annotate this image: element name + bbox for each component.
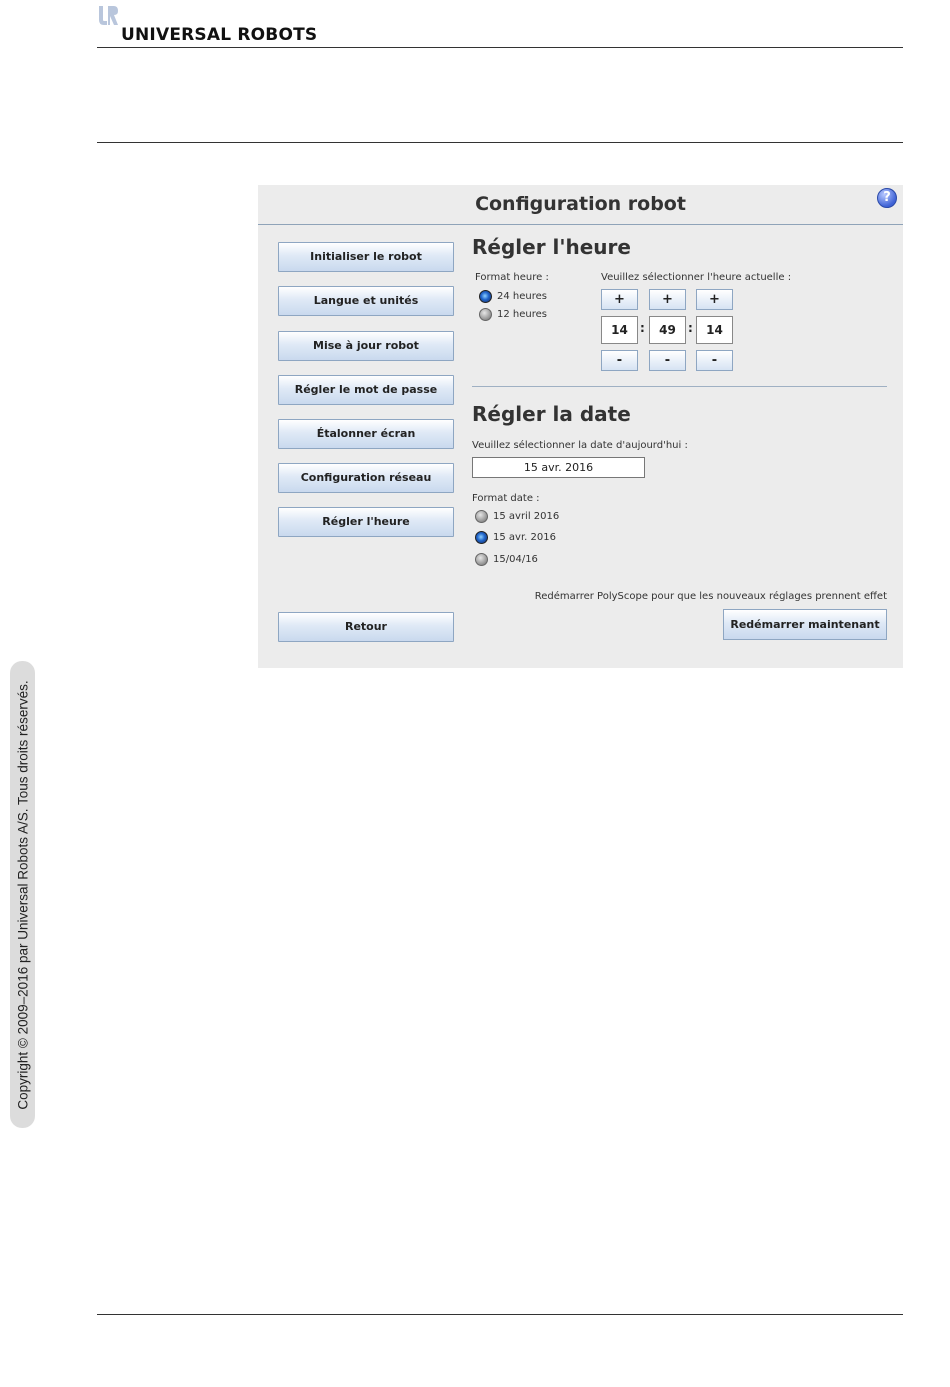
minute-field[interactable]: 49 [649, 316, 686, 344]
initialize-robot-button[interactable]: Initialiser le robot [278, 242, 454, 272]
date-select-label: Veuillez sélectionner la date d'aujourd'hui : [472, 440, 688, 451]
help-icon[interactable]: ? [877, 188, 897, 208]
date-field[interactable]: 15 avr. 2016 [472, 457, 645, 478]
time-format-label: Format heure : [475, 272, 549, 283]
time-separator: : [688, 321, 693, 335]
back-button[interactable]: Retour [278, 612, 454, 642]
calibrate-screen-button[interactable]: Étalonner écran [278, 419, 454, 449]
minute-minus-button[interactable]: - [649, 350, 686, 371]
date-format-abbrev-radio[interactable] [475, 531, 488, 544]
screen-header [258, 185, 903, 225]
second-minus-button[interactable]: - [696, 350, 733, 371]
date-format-abbrev-label: 15 avr. 2016 [493, 532, 556, 543]
format-24h-radio[interactable] [479, 290, 492, 303]
hour-minus-button[interactable]: - [601, 350, 638, 371]
set-password-button[interactable]: Régler le mot de passe [278, 375, 454, 405]
format-24h-label: 24 heures [497, 291, 547, 302]
restart-now-button[interactable]: Redémarrer maintenant [723, 609, 887, 640]
network-setup-button[interactable]: Configuration réseau [278, 463, 454, 493]
update-robot-button[interactable]: Mise à jour robot [278, 331, 454, 361]
universal-robots-logo [97, 5, 337, 45]
time-select-label: Veuillez sélectionner l'heure actuelle : [601, 272, 792, 283]
footer-rule [97, 1314, 903, 1315]
hour-field[interactable]: 14 [601, 316, 638, 344]
date-heading: Régler la date [472, 402, 631, 426]
copyright-text: Copyright © 2009–2016 par Universal Robots A/S. Tous droits réservés. [15, 679, 30, 1110]
minute-plus-button[interactable]: + [649, 289, 686, 310]
robot-setup-screen [258, 185, 903, 668]
time-heading: Régler l'heure [472, 235, 631, 259]
screen-title: Configuration robot [475, 193, 686, 215]
restart-note: Redémarrer PolyScope pour que les nouveaux réglages prennent effet [534, 591, 887, 602]
time-separator: : [640, 321, 645, 335]
date-format-long-label: 15 avril 2016 [493, 511, 560, 522]
date-format-numeric-label: 15/04/16 [493, 554, 538, 565]
ur-logo-icon [97, 5, 119, 27]
format-12h-label: 12 heures [497, 309, 547, 320]
language-units-button[interactable]: Langue et unités [278, 286, 454, 316]
hour-plus-button[interactable]: + [601, 289, 638, 310]
section-rule [97, 142, 903, 143]
section-divider [472, 386, 887, 387]
second-field[interactable]: 14 [696, 316, 733, 344]
brand-name: UNIVERSAL ROBOTS [121, 25, 318, 45]
copyright-tab [10, 661, 35, 1128]
format-12h-radio[interactable] [479, 308, 492, 321]
date-format-label: Format date : [472, 493, 540, 504]
date-format-numeric-radio[interactable] [475, 553, 488, 566]
second-plus-button[interactable]: + [696, 289, 733, 310]
date-format-long-radio[interactable] [475, 510, 488, 523]
set-time-button[interactable]: Régler l'heure [278, 507, 454, 537]
header-rule [97, 47, 903, 48]
